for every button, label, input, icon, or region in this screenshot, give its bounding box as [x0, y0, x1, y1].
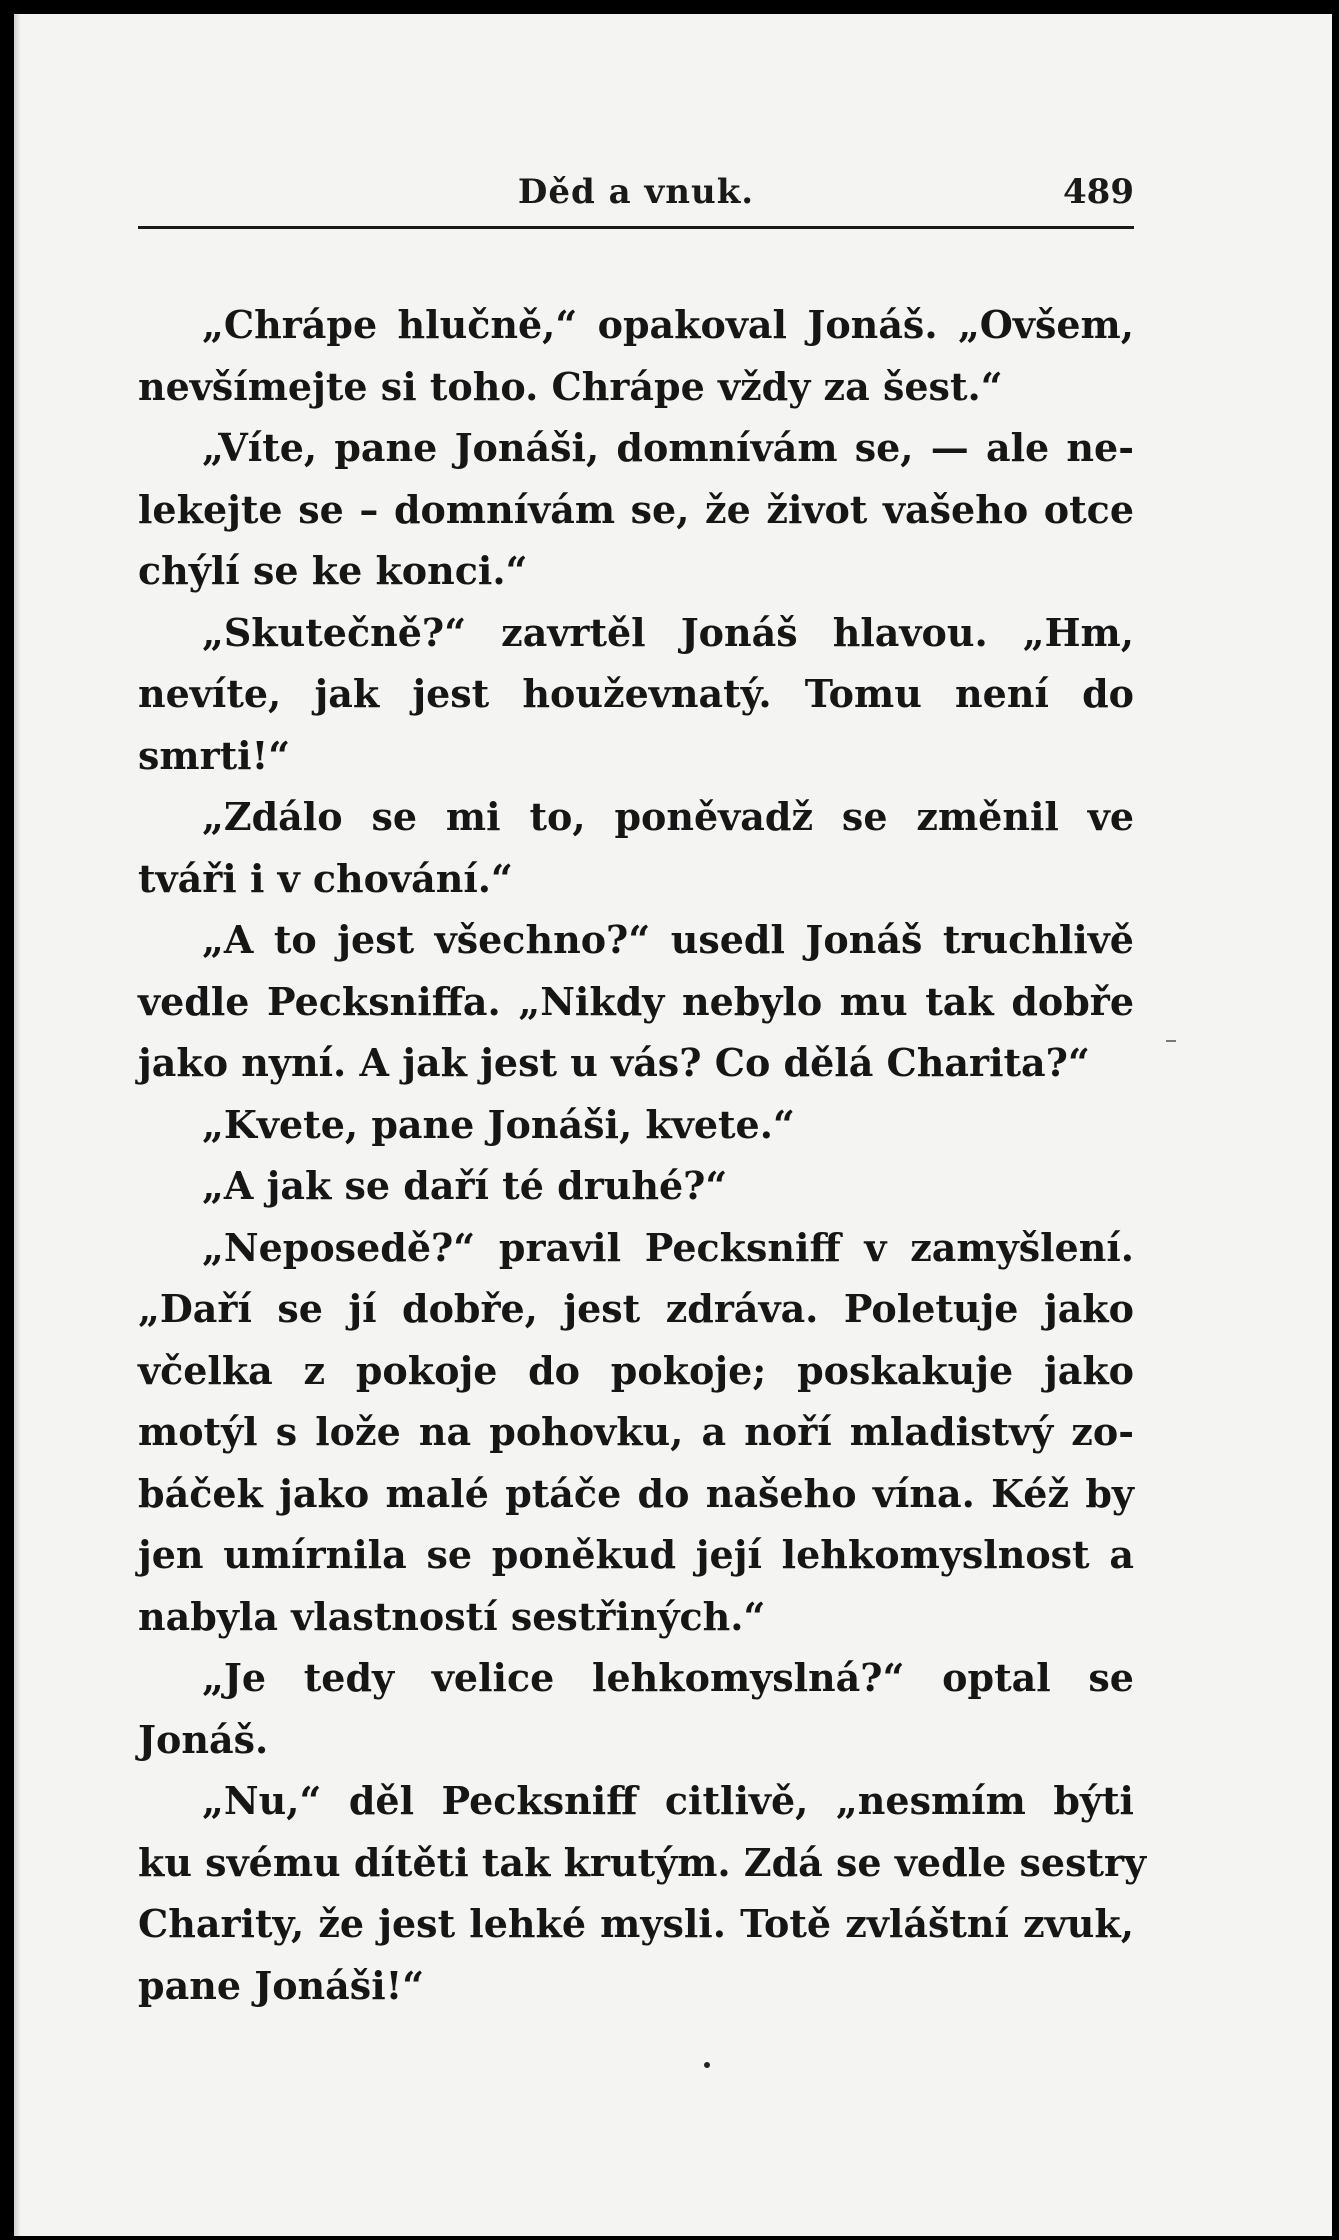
- text-line: „Skutečně?“ zavrtěl Jonáš hlavou. „Hm,: [202, 609, 1134, 655]
- page-gutter-shadow: [14, 14, 21, 2236]
- text-line: Jonáš.: [138, 1716, 269, 1762]
- text-line: chýlí se ke konci.“: [138, 548, 528, 593]
- text-line: „Chrápe hlučně,“ opakoval Jonáš. „Ovšem,: [202, 302, 1134, 347]
- text-line: nevšímejte si toho. Chrápe vždy za šest.“: [138, 363, 1003, 409]
- text-line: jako nyní. A jak jest u vás? Co dělá Charita?“: [138, 1040, 1090, 1085]
- text-line: smrti!“: [138, 732, 291, 778]
- header-rule: [138, 226, 1134, 229]
- text-line: „A to jest všechno?“ usedl Jonáš truchlivě: [202, 917, 1134, 962]
- text-line: lekejte se – domnívám se, že život vašeho otce: [138, 486, 1134, 532]
- text-line: „Neposedě?“ pravil Pecksniff v zamyšlení.: [202, 1224, 1134, 1270]
- text-line: „Je tedy velice lehkomyslná?“ optal se: [202, 1655, 1134, 1700]
- book-page: [14, 14, 1332, 2236]
- text-line: „Nu,“ děl Pecksniff citlivě, „nesmím býti: [202, 1778, 1134, 1823]
- text-line: ku svému dítěti tak krutým. Zdá se vedle sestry: [138, 1839, 1147, 1885]
- text-line: motýl s lože na pohovku, a noří mladistvý zo-: [138, 1409, 1134, 1454]
- text-line: „Kvete, pane Jonáši, kvete.“: [202, 1101, 795, 1147]
- text-line: báček jako malé ptáče do našeho vína. Kéž by: [138, 1470, 1134, 1516]
- running-head: [138, 172, 1134, 222]
- text-line: jen umírnila se poněkud její lehkomyslnost a: [138, 1532, 1134, 1577]
- text-line: včelka z pokoje do pokoje; poskakuje jako: [138, 1347, 1134, 1393]
- text-line: nevíte, jak jest houževnatý. Tomu není do: [138, 671, 1134, 716]
- scan-border: [0, 0, 1339, 14]
- text-line: „Zdálo se mi to, poněvadž se změnil ve: [202, 794, 1134, 839]
- text-line: nabyla vlastností sestřiných.“: [138, 1593, 766, 1639]
- text-line: vedle Pecksniffa. „Nikdy nebylo mu tak dobře: [138, 978, 1134, 1024]
- text-line: „Víte, pane Jonáši, domnívám se, — ale ne-: [202, 425, 1134, 470]
- body-text: [138, 294, 1147, 2016]
- text-line: „A jak se daří té druhé?“: [202, 1163, 728, 1208]
- text-line: Charity, že jest lehké mysli. Totě zvláštní zvuk,: [138, 1901, 1134, 1946]
- text-line: pane Jonáši!“: [138, 1962, 425, 2008]
- page-number: 489: [1063, 172, 1134, 212]
- print-speck: [704, 2062, 710, 2068]
- running-title: Děd a vnuk.: [517, 172, 755, 212]
- print-speck: [1166, 1040, 1176, 1042]
- text-line: „Daří se jí dobře, jest zdráva. Poletuje jako: [138, 1286, 1134, 1331]
- text-line: tváři i v chování.“: [138, 855, 513, 901]
